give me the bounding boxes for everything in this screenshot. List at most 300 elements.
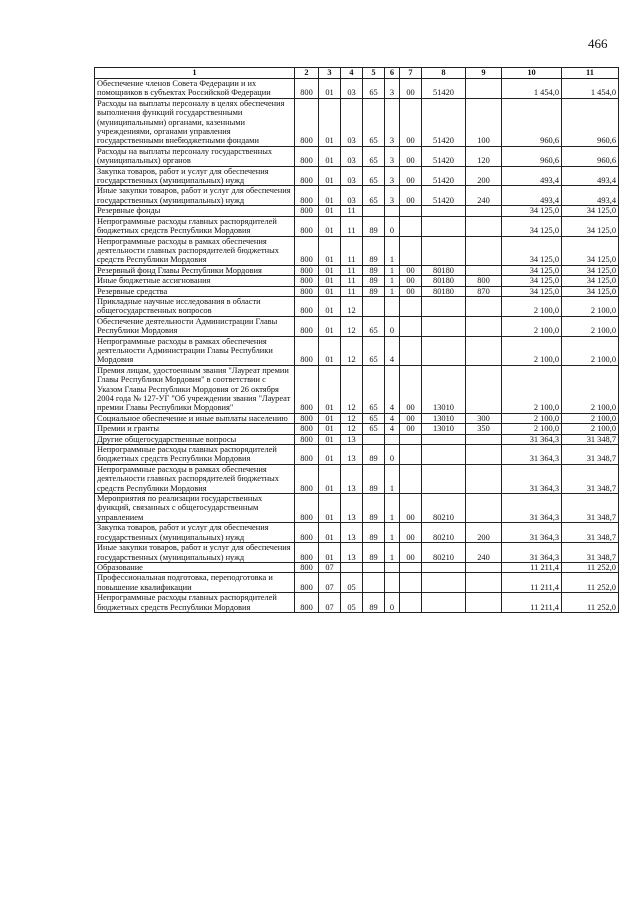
direction-code: 00	[400, 413, 422, 423]
target-article	[422, 206, 466, 216]
expense-type	[466, 494, 502, 523]
line-item-name: Непрограммные расходы главных распорядителей бюджетных средств Республики Мордовия	[95, 216, 295, 236]
target-article: 51420	[422, 98, 466, 146]
section-code: 01	[319, 413, 341, 423]
program-code: 65	[363, 98, 385, 146]
ministry-code: 800	[295, 413, 319, 423]
line-item-name: Обеспечение деятельности Администрации Главы Республики Мордовия	[95, 316, 295, 336]
direction-code	[400, 434, 422, 444]
table-row	[95, 464, 619, 493]
expense-type	[466, 562, 502, 572]
subsection-code: 13	[341, 434, 363, 444]
direction-code: 00	[400, 543, 422, 563]
line-item-name: Обеспечение членов Совета Федерации и их помощников в субъектах Российской Федерации	[95, 79, 295, 99]
section-code: 01	[319, 424, 341, 434]
table-row	[95, 543, 619, 563]
direction-code	[400, 573, 422, 593]
program-code: 89	[363, 494, 385, 523]
subsection-code: 03	[341, 186, 363, 206]
amount-year-1: 11 211,4	[502, 573, 562, 593]
subsection-code: 13	[341, 494, 363, 523]
section-code: 01	[319, 166, 341, 186]
program-code	[363, 573, 385, 593]
subsection-code: 12	[341, 413, 363, 423]
amount-year-1: 960,6	[502, 98, 562, 146]
target-article: 51420	[422, 166, 466, 186]
program-code: 89	[363, 523, 385, 543]
subprogram-code: 1	[385, 265, 400, 275]
subsection-code: 03	[341, 166, 363, 186]
direction-code	[400, 593, 422, 613]
program-code: 89	[363, 543, 385, 563]
ministry-code: 800	[295, 316, 319, 336]
section-code: 01	[319, 543, 341, 563]
program-code: 89	[363, 216, 385, 236]
direction-code: 00	[400, 98, 422, 146]
table-row	[95, 216, 619, 236]
subprogram-code: 4	[385, 424, 400, 434]
direction-code	[400, 336, 422, 365]
direction-code: 00	[400, 276, 422, 286]
section-code: 01	[319, 216, 341, 236]
table-row	[95, 296, 619, 316]
program-code: 65	[363, 146, 385, 166]
section-code: 01	[319, 434, 341, 444]
section-code: 01	[319, 445, 341, 465]
section-code: 01	[319, 206, 341, 216]
ministry-code: 800	[295, 543, 319, 563]
line-item-name: Закупка товаров, работ и услуг для обеспечения государственных (муниципальных) нужд	[95, 166, 295, 186]
direction-code: 00	[400, 523, 422, 543]
direction-code: 00	[400, 365, 422, 413]
expense-type	[466, 434, 502, 444]
amount-year-2: 960,6	[562, 98, 619, 146]
amount-year-2: 1 454,0	[562, 79, 619, 99]
line-item-name: Непрограммные расходы в рамках обеспечения деятельности главных распорядителей бюджетных средств Республики Мордовия	[95, 236, 295, 265]
expense-type	[466, 206, 502, 216]
target-article: 80210	[422, 543, 466, 563]
program-code: 65	[363, 365, 385, 413]
table-row	[95, 523, 619, 543]
table-row	[95, 593, 619, 613]
line-item-name: Закупка товаров, работ и услуг для обеспечения государственных (муниципальных) нужд	[95, 523, 295, 543]
expense-type: 200	[466, 166, 502, 186]
program-code	[363, 206, 385, 216]
expense-type	[466, 265, 502, 275]
amount-year-1: 11 211,4	[502, 562, 562, 572]
section-code: 07	[319, 593, 341, 613]
subprogram-code: 1	[385, 464, 400, 493]
subsection-code: 11	[341, 236, 363, 265]
expense-type	[466, 365, 502, 413]
program-code	[363, 296, 385, 316]
column-header-7: 7	[400, 68, 422, 79]
line-item-name: Непрограммные расходы главных распорядителей бюджетных средств Республики Мордовия	[95, 445, 295, 465]
amount-year-1: 2 100,0	[502, 413, 562, 423]
ministry-code: 800	[295, 424, 319, 434]
program-code: 89	[363, 236, 385, 265]
column-header-6: 6	[385, 68, 400, 79]
subsection-code: 03	[341, 79, 363, 99]
subprogram-code: 4	[385, 365, 400, 413]
subsection-code: 11	[341, 276, 363, 286]
expense-type	[466, 316, 502, 336]
section-code: 01	[319, 365, 341, 413]
direction-code: 00	[400, 265, 422, 275]
column-header-8: 8	[422, 68, 466, 79]
program-code	[363, 562, 385, 572]
amount-year-1: 31 364,3	[502, 523, 562, 543]
amount-year-2: 11 252,0	[562, 573, 619, 593]
amount-year-2: 2 100,0	[562, 424, 619, 434]
expense-type: 200	[466, 523, 502, 543]
program-code: 89	[363, 276, 385, 286]
target-article	[422, 434, 466, 444]
column-header-9: 9	[466, 68, 502, 79]
section-code: 07	[319, 562, 341, 572]
subprogram-code: 0	[385, 445, 400, 465]
ministry-code: 800	[295, 562, 319, 572]
table-row	[95, 424, 619, 434]
amount-year-2: 11 252,0	[562, 593, 619, 613]
direction-code: 00	[400, 186, 422, 206]
expense-type: 350	[466, 424, 502, 434]
target-article: 80210	[422, 494, 466, 523]
amount-year-2: 493,4	[562, 166, 619, 186]
program-code	[363, 434, 385, 444]
table-row	[95, 236, 619, 265]
direction-code: 00	[400, 166, 422, 186]
table-row	[95, 336, 619, 365]
column-header-11: 11	[562, 68, 619, 79]
subsection-code	[341, 562, 363, 572]
amount-year-2: 960,6	[562, 146, 619, 166]
subprogram-code: 0	[385, 593, 400, 613]
amount-year-1: 493,4	[502, 166, 562, 186]
expense-type	[466, 593, 502, 613]
amount-year-2: 34 125,0	[562, 276, 619, 286]
subprogram-code: 1	[385, 543, 400, 563]
subsection-code: 12	[341, 316, 363, 336]
subsection-code: 05	[341, 593, 363, 613]
amount-year-2: 31 348,7	[562, 494, 619, 523]
ministry-code: 800	[295, 296, 319, 316]
table-header-row	[95, 68, 619, 79]
ministry-code: 800	[295, 434, 319, 444]
column-header-2: 2	[295, 68, 319, 79]
target-article	[422, 464, 466, 493]
subsection-code: 13	[341, 523, 363, 543]
section-code: 01	[319, 146, 341, 166]
target-article	[422, 316, 466, 336]
ministry-code: 800	[295, 336, 319, 365]
amount-year-1: 960,6	[502, 146, 562, 166]
amount-year-1: 2 100,0	[502, 365, 562, 413]
ministry-code: 800	[295, 276, 319, 286]
table-body	[95, 79, 619, 613]
table-row	[95, 146, 619, 166]
subsection-code: 13	[341, 464, 363, 493]
line-item-name: Резервный фонд Главы Республики Мордовия	[95, 265, 295, 275]
amount-year-1: 2 100,0	[502, 424, 562, 434]
amount-year-1: 34 125,0	[502, 216, 562, 236]
direction-code	[400, 562, 422, 572]
amount-year-2: 2 100,0	[562, 413, 619, 423]
expense-type: 800	[466, 276, 502, 286]
ministry-code: 800	[295, 98, 319, 146]
subprogram-code	[385, 573, 400, 593]
amount-year-2: 2 100,0	[562, 316, 619, 336]
ministry-code: 800	[295, 494, 319, 523]
subprogram-code	[385, 434, 400, 444]
section-code: 01	[319, 98, 341, 146]
table-row	[95, 276, 619, 286]
amount-year-1: 31 364,3	[502, 434, 562, 444]
table-row	[95, 286, 619, 296]
line-item-name: Премии и гранты	[95, 424, 295, 434]
section-code: 07	[319, 573, 341, 593]
direction-code: 00	[400, 286, 422, 296]
amount-year-2: 31 348,7	[562, 445, 619, 465]
target-article: 80180	[422, 286, 466, 296]
table-row	[95, 206, 619, 216]
column-header-5: 5	[363, 68, 385, 79]
subsection-code: 05	[341, 573, 363, 593]
target-article: 13010	[422, 413, 466, 423]
expense-type: 240	[466, 543, 502, 563]
subprogram-code: 3	[385, 98, 400, 146]
subsection-code: 13	[341, 445, 363, 465]
line-item-name: Прикладные научные исследования в области общегосударственных вопросов	[95, 296, 295, 316]
target-article: 80210	[422, 523, 466, 543]
amount-year-1: 34 125,0	[502, 276, 562, 286]
table-row	[95, 79, 619, 99]
section-code: 01	[319, 286, 341, 296]
line-item-name: Расходы на выплаты персоналу государственных (муниципальных) органов	[95, 146, 295, 166]
section-code: 01	[319, 336, 341, 365]
ministry-code: 800	[295, 593, 319, 613]
section-code: 01	[319, 276, 341, 286]
line-item-name: Непрограммные расходы в рамках обеспечения деятельности главных распорядителей бюджетных средств Республики Мордовия	[95, 464, 295, 493]
amount-year-2: 34 125,0	[562, 216, 619, 236]
program-code: 65	[363, 336, 385, 365]
table-row	[95, 494, 619, 523]
subsection-code: 03	[341, 146, 363, 166]
amount-year-1: 493,4	[502, 186, 562, 206]
table-row	[95, 98, 619, 146]
subprogram-code: 4	[385, 413, 400, 423]
subsection-code: 11	[341, 216, 363, 236]
target-article: 80180	[422, 276, 466, 286]
expense-type	[466, 79, 502, 99]
expense-type	[466, 445, 502, 465]
target-article: 80180	[422, 265, 466, 275]
amount-year-2: 34 125,0	[562, 206, 619, 216]
expense-type	[466, 464, 502, 493]
target-article	[422, 562, 466, 572]
target-article: 51420	[422, 186, 466, 206]
section-code: 01	[319, 494, 341, 523]
ministry-code: 800	[295, 206, 319, 216]
ministry-code: 800	[295, 286, 319, 296]
amount-year-1: 2 100,0	[502, 336, 562, 365]
target-article	[422, 593, 466, 613]
subsection-code: 11	[341, 286, 363, 296]
table-row	[95, 265, 619, 275]
amount-year-2: 2 100,0	[562, 365, 619, 413]
line-item-name: Социальное обеспечение и иные выплаты населению	[95, 413, 295, 423]
ministry-code: 800	[295, 523, 319, 543]
ministry-code: 800	[295, 166, 319, 186]
line-item-name: Мероприятия по реализации государственных функций, связанных с общегосударственным управлением	[95, 494, 295, 523]
line-item-name: Иные закупки товаров, работ и услуг для обеспечения государственных (муниципальных) нужд	[95, 186, 295, 206]
direction-code	[400, 316, 422, 336]
ministry-code: 800	[295, 79, 319, 99]
line-item-name: Иные бюджетные ассигнования	[95, 276, 295, 286]
expense-type: 240	[466, 186, 502, 206]
subsection-code: 12	[341, 296, 363, 316]
expense-type	[466, 216, 502, 236]
subsection-code: 11	[341, 265, 363, 275]
target-article	[422, 296, 466, 316]
subsection-code: 12	[341, 336, 363, 365]
ministry-code: 800	[295, 216, 319, 236]
program-code: 65	[363, 424, 385, 434]
table-row	[95, 365, 619, 413]
section-code: 01	[319, 316, 341, 336]
subprogram-code: 1	[385, 236, 400, 265]
line-item-name: Расходы на выплаты персоналу в целях обеспечения выполнения функций государственными (муниципальными) органами, казенными учреждениями, органами управления государственными внебюджетными фондами	[95, 98, 295, 146]
column-header-1: 1	[95, 68, 295, 79]
ministry-code: 800	[295, 445, 319, 465]
program-code: 65	[363, 186, 385, 206]
program-code: 89	[363, 265, 385, 275]
subprogram-code: 0	[385, 216, 400, 236]
amount-year-1: 34 125,0	[502, 265, 562, 275]
expense-type: 100	[466, 98, 502, 146]
amount-year-1: 31 364,3	[502, 464, 562, 493]
amount-year-1: 31 364,3	[502, 445, 562, 465]
program-code: 65	[363, 79, 385, 99]
target-article	[422, 216, 466, 236]
line-item-name: Другие общегосударственные вопросы	[95, 434, 295, 444]
table-row	[95, 166, 619, 186]
amount-year-1: 2 100,0	[502, 316, 562, 336]
table-row	[95, 413, 619, 423]
table-row	[95, 186, 619, 206]
direction-code	[400, 216, 422, 236]
column-header-10: 10	[502, 68, 562, 79]
line-item-name: Резервные средства	[95, 286, 295, 296]
subprogram-code: 3	[385, 186, 400, 206]
target-article: 13010	[422, 424, 466, 434]
line-item-name: Иные закупки товаров, работ и услуг для обеспечения государственных (муниципальных) нужд	[95, 543, 295, 563]
table-row	[95, 434, 619, 444]
subsection-code: 12	[341, 365, 363, 413]
line-item-name: Образование	[95, 562, 295, 572]
program-code: 89	[363, 593, 385, 613]
subprogram-code: 3	[385, 79, 400, 99]
direction-code	[400, 445, 422, 465]
amount-year-1: 2 100,0	[502, 296, 562, 316]
ministry-code: 800	[295, 186, 319, 206]
expense-type	[466, 296, 502, 316]
budget-table-container	[94, 67, 619, 613]
amount-year-1: 34 125,0	[502, 286, 562, 296]
subprogram-code	[385, 562, 400, 572]
program-code: 89	[363, 464, 385, 493]
amount-year-1: 34 125,0	[502, 236, 562, 265]
program-code: 65	[363, 166, 385, 186]
amount-year-2: 34 125,0	[562, 236, 619, 265]
section-code: 01	[319, 186, 341, 206]
amount-year-2: 34 125,0	[562, 265, 619, 275]
program-code: 89	[363, 286, 385, 296]
expense-type: 120	[466, 146, 502, 166]
amount-year-1: 31 364,3	[502, 543, 562, 563]
target-article: 13010	[422, 365, 466, 413]
section-code: 01	[319, 79, 341, 99]
subprogram-code: 4	[385, 336, 400, 365]
table-row	[95, 562, 619, 572]
line-item-name: Профессиональная подготовка, переподготовка и повышение квалификации	[95, 573, 295, 593]
target-article: 51420	[422, 146, 466, 166]
subprogram-code: 0	[385, 316, 400, 336]
ministry-code: 800	[295, 464, 319, 493]
direction-code: 00	[400, 79, 422, 99]
page-number: 466	[588, 36, 608, 51]
amount-year-2: 2 100,0	[562, 336, 619, 365]
program-code: 89	[363, 445, 385, 465]
subprogram-code	[385, 296, 400, 316]
amount-year-2: 31 348,7	[562, 464, 619, 493]
amount-year-1: 34 125,0	[502, 206, 562, 216]
amount-year-1: 31 364,3	[502, 494, 562, 523]
target-article	[422, 573, 466, 593]
amount-year-2: 31 348,7	[562, 434, 619, 444]
section-code: 01	[319, 265, 341, 275]
amount-year-2: 493,4	[562, 186, 619, 206]
subsection-code: 12	[341, 424, 363, 434]
table-row	[95, 445, 619, 465]
amount-year-1: 1 454,0	[502, 79, 562, 99]
target-article: 51420	[422, 79, 466, 99]
target-article	[422, 336, 466, 365]
target-article	[422, 445, 466, 465]
expense-type	[466, 236, 502, 265]
subprogram-code: 1	[385, 523, 400, 543]
line-item-name: Непрограммные расходы главных распорядителей бюджетных средств Республики Мордовия	[95, 593, 295, 613]
budget-table	[94, 67, 619, 613]
amount-year-2: 34 125,0	[562, 286, 619, 296]
section-code: 01	[319, 464, 341, 493]
amount-year-2: 2 100,0	[562, 296, 619, 316]
direction-code	[400, 236, 422, 265]
direction-code	[400, 296, 422, 316]
subprogram-code: 3	[385, 146, 400, 166]
ministry-code: 800	[295, 146, 319, 166]
expense-type: 300	[466, 413, 502, 423]
amount-year-2: 11 252,0	[562, 562, 619, 572]
program-code: 65	[363, 413, 385, 423]
expense-type: 870	[466, 286, 502, 296]
subprogram-code	[385, 206, 400, 216]
section-code: 01	[319, 523, 341, 543]
column-header-4: 4	[341, 68, 363, 79]
ministry-code: 800	[295, 365, 319, 413]
subsection-code: 11	[341, 206, 363, 216]
direction-code	[400, 206, 422, 216]
